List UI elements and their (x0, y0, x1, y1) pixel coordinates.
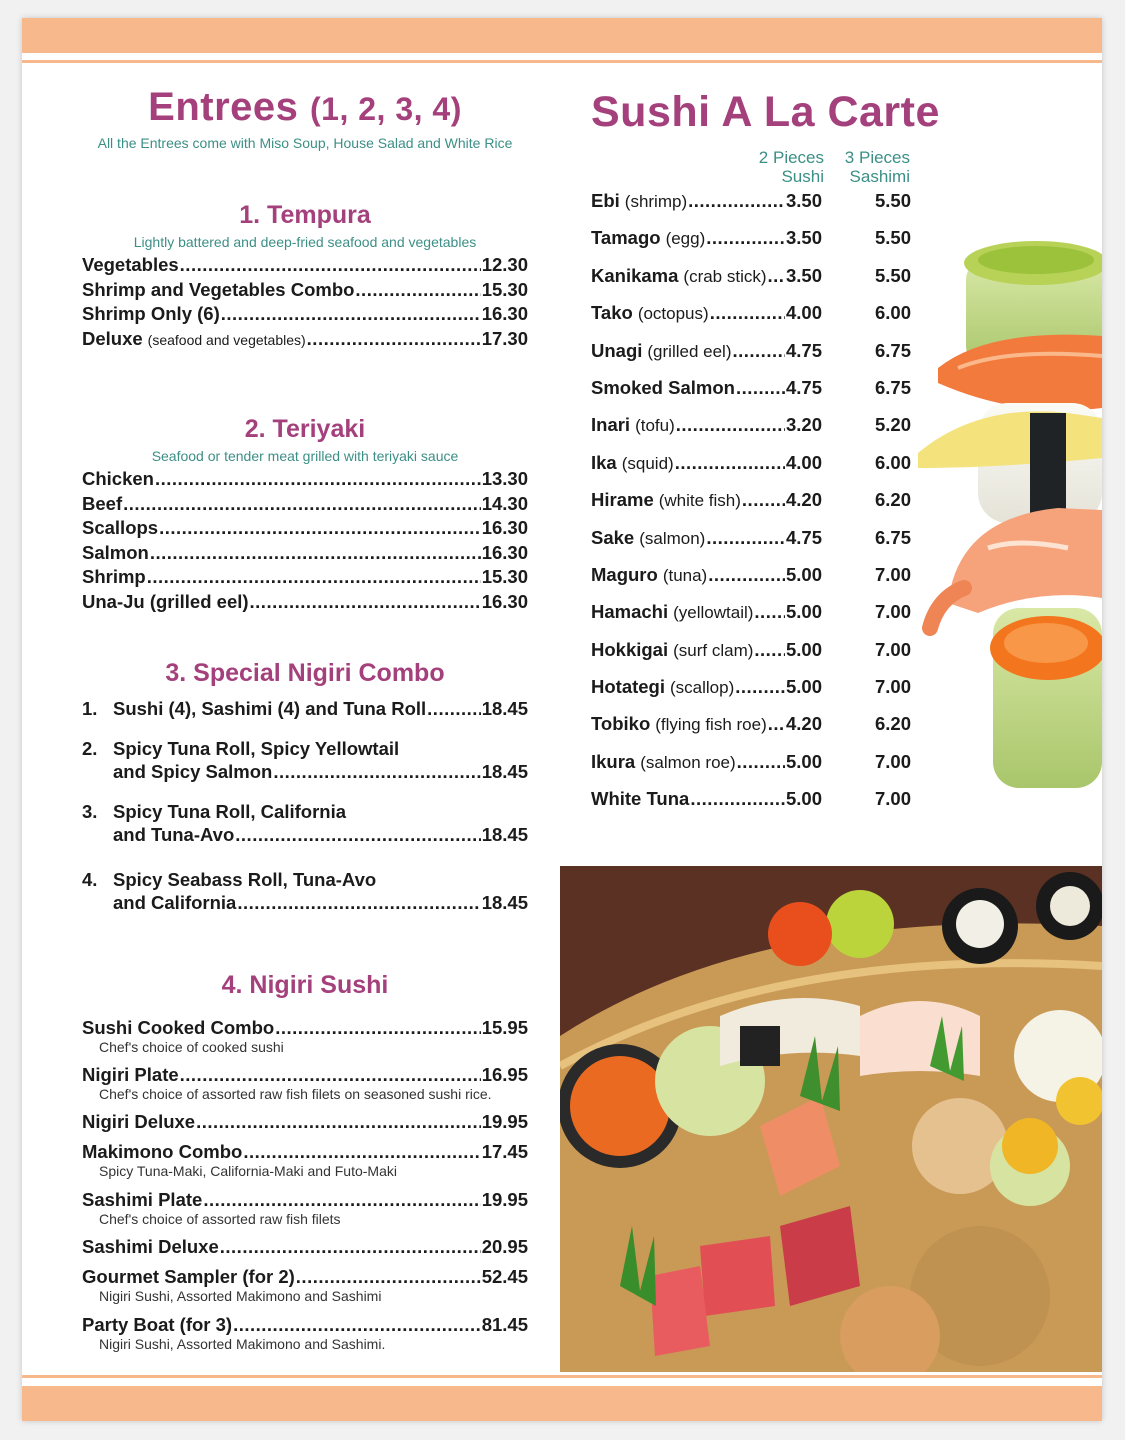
sushi-stack-image (918, 218, 1102, 798)
dot-leader (735, 676, 785, 698)
tempura-title: 1. Tempura (239, 201, 371, 229)
entrees-subtitle: All the Entrees come with Miso Soup, House Salad and White Rice (97, 135, 513, 151)
a-la-carte-row (591, 601, 931, 638)
item-price: 15.30 (481, 566, 528, 587)
column-header-line: 3 Pieces (844, 148, 910, 167)
sashimi-price: 5.20 (874, 414, 911, 436)
dot-leader (710, 302, 785, 324)
item-price: 13.30 (481, 468, 528, 489)
a-la-carte-row (591, 713, 931, 750)
item-name: Tamago (591, 227, 661, 249)
a-la-carte-row (591, 527, 931, 564)
combo-line: and California (113, 892, 237, 913)
item-price: 18.45 (481, 824, 528, 845)
sushi-price: 5.00 (785, 638, 822, 660)
combo-line: Spicy Seabass Roll, Tuna-Avo (113, 869, 377, 890)
a-la-carte-row (591, 377, 931, 414)
sushi-price: 4.00 (785, 451, 822, 473)
item-price: 17.45 (481, 1141, 528, 1162)
menu-item (82, 303, 528, 328)
item-name: Deluxe (82, 327, 143, 349)
sashimi-price: 6.75 (874, 339, 911, 361)
menu-item (82, 468, 528, 493)
dot-leader (147, 566, 481, 588)
item-note: (salmon roe) (640, 752, 736, 772)
item-name: Makimono Combo (82, 1141, 243, 1162)
sushi-price: 3.20 (785, 414, 822, 436)
nigiri-item (82, 1314, 528, 1354)
item-name: Vegetables (82, 254, 179, 275)
item-price: 17.30 (481, 327, 528, 349)
item-price: 12.30 (481, 254, 528, 275)
sushi-price: 3.50 (785, 264, 822, 286)
item-price: 52.45 (481, 1266, 528, 1287)
sashimi-price: 7.00 (874, 750, 911, 772)
dot-leader (221, 303, 481, 325)
sushi-price: 5.00 (785, 788, 822, 810)
item-name: Tobiko (591, 713, 651, 735)
menu-item (82, 328, 528, 353)
dot-leader (732, 340, 785, 362)
column-header-line: 2 Pieces (758, 148, 824, 167)
dot-leader (708, 564, 785, 586)
item-note: (octopus) (637, 304, 709, 324)
item-name: Hokkigai (591, 638, 669, 660)
item-name: Unagi (591, 339, 643, 361)
dot-leader (155, 468, 481, 490)
sushi-column-header (754, 148, 824, 186)
combo-number: 3. (82, 801, 98, 822)
nigiri-item (82, 1189, 528, 1229)
teriyaki-list (82, 468, 528, 615)
sushi-platter-image (560, 866, 1102, 1372)
sashimi-price: 5.50 (874, 190, 911, 211)
item-name: Ebi (591, 190, 620, 211)
a-la-carte-row (591, 489, 931, 526)
item-name: Shrimp and Vegetables Combo (82, 278, 355, 300)
dot-leader (237, 892, 480, 914)
dot-leader (196, 1111, 481, 1133)
sushi-price: 3.50 (785, 227, 822, 249)
a-la-carte-list (591, 190, 931, 826)
entrees-title-text: Entrees (148, 85, 299, 129)
item-name: Una-Ju (grilled eel) (82, 590, 249, 612)
combo-item (82, 738, 528, 784)
sashimi-price: 6.00 (874, 451, 911, 473)
menu-page (22, 18, 1102, 1421)
item-note: (tofu) (635, 416, 675, 436)
combo-item (82, 869, 528, 915)
item-name: Nigiri Deluxe (82, 1111, 196, 1132)
dot-leader (754, 601, 785, 623)
dot-leader (235, 824, 480, 846)
sashimi-price: 7.00 (874, 601, 911, 623)
a-la-carte-row (591, 676, 931, 713)
dot-leader (159, 517, 481, 539)
column-header-line: Sushi (781, 167, 824, 186)
item-description: Chef's choice of cooked sushi (99, 1039, 284, 1055)
menu-item (82, 591, 528, 616)
item-name: Chicken (82, 468, 154, 489)
combo-line: and Tuna-Avo (113, 824, 235, 845)
dot-leader (250, 591, 481, 613)
dot-leader (355, 279, 480, 301)
a-la-carte-row (591, 302, 931, 339)
dot-leader (706, 227, 785, 249)
menu-item (82, 254, 528, 279)
a-la-carte-row (591, 190, 931, 227)
sashimi-price: 6.20 (874, 489, 911, 511)
menu-item (82, 279, 528, 304)
sashimi-price: 5.50 (874, 264, 911, 286)
dot-leader (220, 1236, 481, 1258)
item-description: Chef's choice of assorted raw fish filets (99, 1211, 341, 1227)
item-note: (tuna) (662, 565, 708, 585)
item-price: 16.30 (481, 517, 528, 538)
a-la-carte-row (591, 340, 931, 377)
sushi-price: 4.75 (785, 526, 822, 548)
item-price: 19.95 (481, 1111, 528, 1132)
sushi-price: 3.50 (785, 190, 822, 211)
item-name: Smoked Salmon (591, 376, 735, 398)
a-la-carte-row (591, 751, 931, 788)
dot-leader (243, 1141, 480, 1163)
sashimi-price: 7.00 (874, 563, 911, 585)
nigiri-item (82, 1064, 528, 1104)
item-name: Kanikama (591, 264, 679, 286)
sashimi-price: 6.00 (874, 302, 911, 324)
item-name: Beef (82, 492, 123, 514)
dot-leader (203, 1189, 480, 1211)
item-name: Gourmet Sampler (for 2) (82, 1266, 295, 1287)
item-price: 20.95 (481, 1236, 528, 1257)
combo-line: Sushi (4), Sashimi (4) and Tuna Roll (113, 698, 427, 719)
sushi-price: 5.00 (785, 750, 822, 772)
nigiri-item (82, 1017, 528, 1057)
item-name: Hirame (591, 489, 654, 511)
item-name: Nigiri Plate (82, 1064, 179, 1085)
dot-leader (123, 493, 481, 515)
entrees-title-numbers: (1, 2, 3, 4) (310, 91, 462, 127)
nigiri-item (82, 1236, 528, 1258)
sushi-price: 5.00 (785, 563, 822, 585)
nigiri-sushi-title: 4. Nigiri Sushi (221, 971, 389, 999)
item-price: 16.30 (481, 541, 528, 563)
tempura-list (82, 254, 528, 352)
combo-line: and Spicy Salmon (113, 761, 273, 782)
tempura-subtitle: Lightly battered and deep-fried seafood and vegetables (133, 234, 477, 250)
dot-leader (742, 489, 785, 511)
item-note: (flying fish roe) (655, 715, 767, 735)
item-name: Hotategi (591, 676, 665, 698)
special-combo-title: 3. Special Nigiri Combo (165, 659, 445, 687)
item-price: 15.95 (481, 1017, 528, 1038)
item-name: Inari (591, 414, 631, 436)
item-note: (grilled eel) (647, 341, 732, 361)
item-name: Sake (591, 526, 635, 548)
sashimi-price: 7.00 (874, 638, 911, 660)
dot-leader (688, 190, 785, 212)
combo-number: 2. (82, 738, 98, 759)
bottom-divider-line (22, 1375, 1102, 1378)
dot-leader (768, 713, 785, 735)
item-description: Nigiri Sushi, Assorted Makimono and Sashimi. (99, 1336, 386, 1352)
dot-leader (736, 377, 785, 399)
sashimi-price: 5.50 (874, 227, 911, 249)
item-price: 16.30 (481, 590, 528, 612)
sashimi-price: 7.00 (874, 788, 911, 810)
item-description: Nigiri Sushi, Assorted Makimono and Sashimi (99, 1288, 382, 1304)
sashimi-price: 6.75 (874, 526, 911, 548)
item-name: Shrimp Only (6) (82, 303, 220, 324)
item-name: Ikura (591, 750, 636, 772)
item-name: Ika (591, 451, 617, 473)
sushi-price: 4.20 (785, 489, 822, 511)
sushi-price: 4.75 (785, 376, 822, 398)
item-price: 14.30 (481, 492, 528, 514)
menu-item (82, 493, 528, 518)
combo-item (82, 801, 528, 847)
item-note: (salmon) (639, 528, 706, 548)
menu-item (82, 566, 528, 591)
item-note: (white fish) (658, 491, 741, 511)
nigiri-item (82, 1111, 528, 1133)
sushi-price: 4.75 (785, 339, 822, 361)
combo-line: Spicy Tuna Roll, California (113, 801, 346, 822)
item-price: 19.95 (481, 1189, 528, 1210)
sashimi-column-header (844, 148, 910, 186)
item-price: 18.45 (481, 892, 528, 913)
sushi-price: 5.00 (785, 676, 822, 698)
column-header-line: Sashimi (849, 167, 910, 186)
sashimi-price: 6.75 (874, 376, 911, 398)
item-name: Sushi Cooked Combo (82, 1017, 275, 1038)
teriyaki-subtitle: Seafood or tender meat grilled with teriyaki sauce (151, 448, 459, 464)
a-la-carte-row (591, 452, 931, 489)
menu-item (82, 542, 528, 567)
item-note: (crab stick) (683, 266, 767, 286)
item-price: 18.45 (481, 761, 528, 782)
dot-leader (307, 328, 481, 350)
item-note: (shrimp) (624, 192, 688, 211)
a-la-carte-row (591, 639, 931, 676)
teriyaki-title: 2. Teriyaki (244, 415, 366, 443)
item-name: Shrimp (82, 566, 146, 587)
dot-leader (675, 452, 785, 474)
a-la-carte-row (591, 788, 931, 825)
nigiri-item (82, 1141, 528, 1181)
dot-leader (690, 788, 785, 810)
item-name: Sashimi Plate (82, 1189, 203, 1210)
item-name: Hamachi (591, 601, 669, 623)
nigiri-item (82, 1266, 528, 1306)
a-la-carte-row (591, 227, 931, 264)
dot-leader (676, 414, 785, 436)
item-name: Scallops (82, 517, 159, 538)
bottom-orange-band (22, 1386, 1102, 1421)
top-orange-band (22, 18, 1102, 53)
item-name: Party Boat (for 3) (82, 1314, 233, 1335)
item-note: (squid) (621, 453, 674, 473)
item-name: Maguro (591, 563, 658, 585)
sushi-price: 4.20 (785, 713, 822, 735)
combo-line: Spicy Tuna Roll, Spicy Yellowtail (113, 738, 400, 759)
sashimi-price: 7.00 (874, 676, 911, 698)
item-price: 16.95 (481, 1064, 528, 1085)
item-note: (yellowtail) (673, 603, 754, 623)
item-name: Salmon (82, 541, 149, 563)
item-price: 15.30 (481, 278, 528, 300)
item-price: 18.45 (481, 698, 528, 719)
combo-number: 1. (82, 698, 98, 719)
a-la-carte-row (591, 564, 931, 601)
item-description: Spicy Tuna-Maki, California-Maki and Futo-Maki (99, 1163, 397, 1179)
entrees-title (82, 85, 528, 130)
dot-leader (427, 698, 481, 720)
sashimi-price: 6.20 (874, 713, 911, 735)
dot-leader (296, 1266, 481, 1288)
item-name: Sashimi Deluxe (82, 1236, 219, 1257)
sushi-price: 5.00 (785, 601, 822, 623)
item-description: Chef's choice of assorted raw fish filets on seasoned sushi rice. (99, 1086, 492, 1102)
dot-leader (233, 1314, 481, 1336)
item-name: Tako (591, 302, 633, 324)
a-la-carte-row (591, 265, 931, 302)
dot-leader (737, 751, 785, 773)
dot-leader (706, 527, 785, 549)
a-la-carte-row (591, 414, 931, 451)
dot-leader (180, 1064, 481, 1086)
item-note: (seafood and vegetables) (147, 331, 306, 348)
sushi-price: 4.00 (785, 302, 822, 324)
item-price: 81.45 (481, 1314, 528, 1335)
combo-number: 4. (82, 869, 98, 890)
item-note: (egg) (665, 229, 706, 249)
top-divider-line (22, 60, 1102, 63)
item-name: White Tuna (591, 788, 690, 810)
dot-leader (275, 1017, 481, 1039)
menu-item (82, 517, 528, 542)
item-note: (scallop) (670, 678, 735, 698)
a-la-carte-title: Sushi A La Carte (591, 88, 940, 136)
dot-leader (150, 542, 481, 564)
item-note: (surf clam) (673, 640, 754, 660)
combo-item (82, 698, 528, 721)
dot-leader (273, 761, 480, 783)
dot-leader (754, 639, 785, 661)
dot-leader (768, 265, 785, 287)
dot-leader (180, 254, 481, 276)
item-price: 16.30 (481, 303, 528, 324)
